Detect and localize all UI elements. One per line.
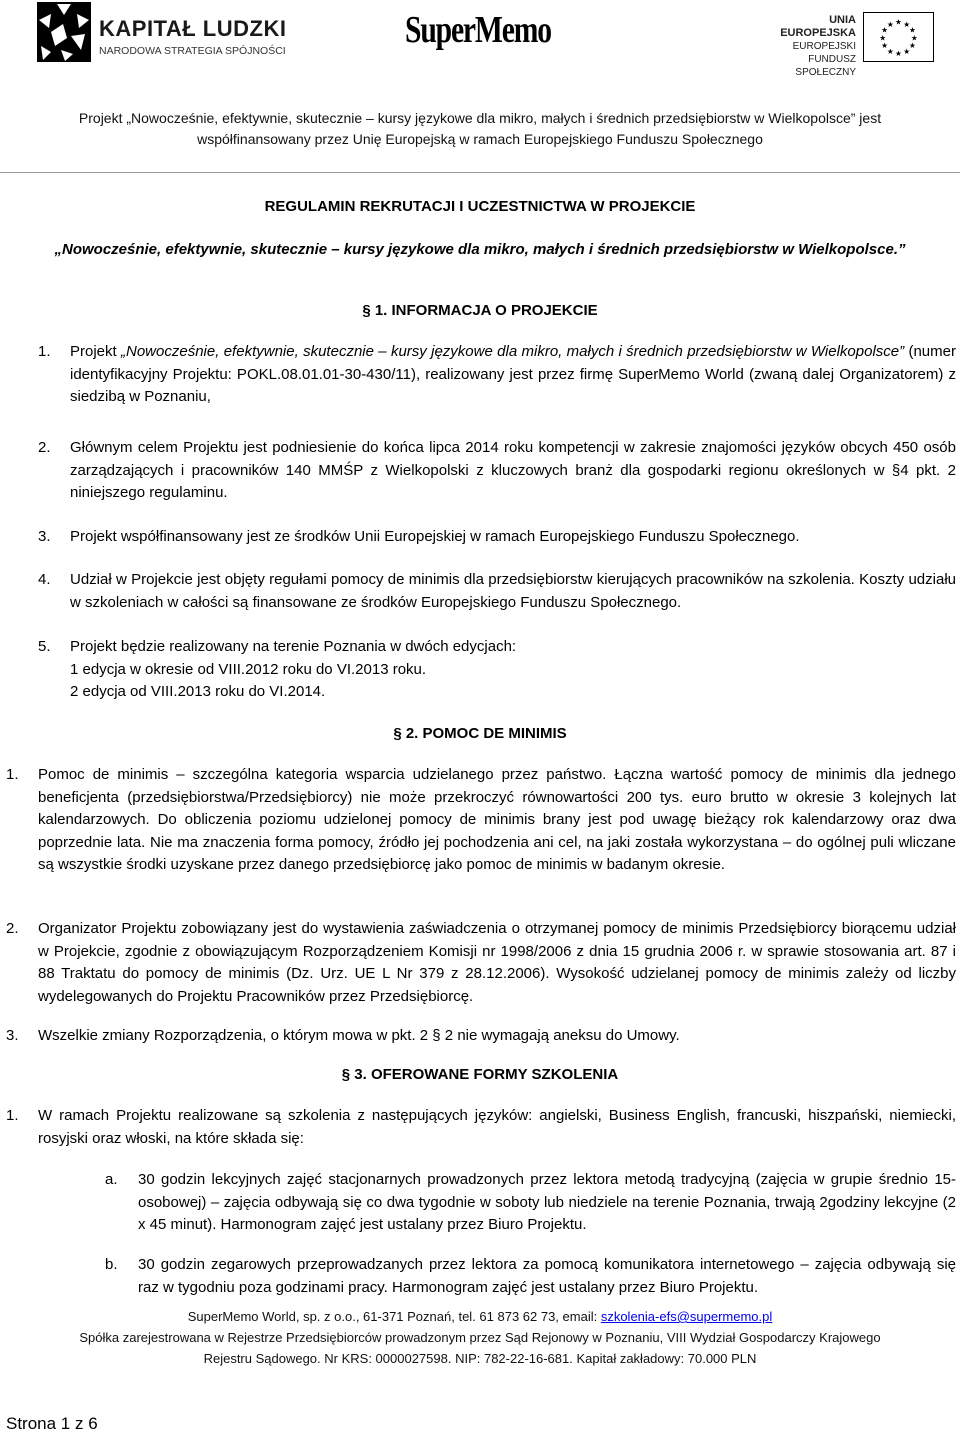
svg-text:★: ★ <box>903 19 911 29</box>
footer-line-2: Spółka zarejestrowana w Rejestrze Przedsiębiorców prowadzonym przez Sąd Rejonowy w Poznaniu, VIII Wydział Gospodarczy Krajowego <box>79 1330 881 1345</box>
s1-paragraph-2 <box>38 437 956 505</box>
s2-paragraph-2 <box>6 918 956 1008</box>
s2-p3-number: 3. <box>6 1027 19 1044</box>
footer-company: SuperMemo World, sp. z o.o., 61-371 Poznań, tel. 61 873 62 73, email: <box>187 1309 601 1324</box>
s3-p1-number: 1. <box>6 1107 19 1124</box>
svg-text:★: ★ <box>908 25 916 35</box>
svg-text:★: ★ <box>886 19 894 29</box>
svg-text:★: ★ <box>886 46 894 56</box>
svg-text:★: ★ <box>895 49 902 59</box>
eu-line2: EUROPEJSKI <box>792 41 856 52</box>
s2-p3-text: Wszelkie zmiany Rozporządzenia, o którym mowa w pkt. 2 § 2 nie wymagają aneksu do Umowy. <box>38 1027 680 1044</box>
eu-line1: UNIA EUROPEJSKA <box>780 14 856 39</box>
s1-p3-text: Projekt współfinansowany jest ze środków Unii Europejskiej w ramach Europejskiego Funduszu Społecznego. <box>70 528 800 545</box>
kapital-ludzki-title: KAPITAŁ LUDZKI <box>99 16 287 41</box>
s1-p1-text-b: (numer identyfikacyjny Projektu: POKL.08.01.01-30-430/11), realizowany jest przez firmę SuperMemo World (zwaną dalej Organizatorem) z siedzibą w Poznaniu, <box>70 343 956 405</box>
supermemo-logo: SuperMemo <box>405 9 551 51</box>
s1-p5-number: 5. <box>38 638 51 655</box>
section-3-heading: § 3. OFEROWANE FORMY SZKOLENIA <box>341 1066 619 1083</box>
s2-p2-text: Organizator Projektu zobowiązany jest do wystawienia zaświadczenia o otrzymanej pomocy de minimis Przedsiębiorcy biorącemu udział w Projekcie, zgodnie z obowiązującym Rozporządzeniem Komisji nr 1998/2006 z dnia 15 grudnia 2006 r. w sprawie stosowania art. 87 i 88 Traktatu do pomocy de minimis (Dz. Urz. UE L Nr 379 z 28.12.2006). Wysokość udzielanej pomocy de minimis zależy od liczby wydelegowanych do Projektu Pracowników przez Przedsiębiorcę. <box>38 920 956 1005</box>
s1-p5-line-1: Projekt będzie realizowany na terenie Poznania w dwóch edycjach: <box>70 638 517 655</box>
s2-p1-number: 1. <box>6 766 19 783</box>
s1-p4-text: Udział w Projekcie jest objęty regułami pomocy de minimis dla przedsiębiorstw kierujących pracowników na szkolenia. Koszty udziału w szkoleniach w całości są finansowane ze środków Europejskiego Funduszu Społecznego. <box>70 571 956 611</box>
header-logos <box>0 0 960 100</box>
s3-paragraph-1 <box>6 1105 956 1150</box>
s2-paragraph-3 <box>6 1025 956 1048</box>
project-line-1: Projekt „Nowocześnie, efektywnie, skutecznie – kursy językowe dla mikro, małych i średnich przedsiębiorstw w Wielkopolsce” jest <box>78 110 882 126</box>
s1-paragraph-3 <box>38 526 956 549</box>
kapital-ludzki-logo <box>37 2 287 62</box>
kapital-ludzki-emblem-icon <box>37 2 91 62</box>
document-subtitle: „Nowocześnie, efektywnie, skutecznie – kursy językowe dla mikro, małych i średnich przedsiębiorstw w Wielkopolsce.” <box>54 241 906 258</box>
svg-text:★: ★ <box>895 17 902 27</box>
s1-paragraph-4 <box>38 569 956 614</box>
footer-email-link[interactable]: szkolenia-efs@supermemo.pl <box>600 1309 773 1324</box>
s2-p2-number: 2. <box>6 920 19 937</box>
svg-text:★: ★ <box>881 25 889 35</box>
s1-p5-line-3: 2 edycja od VIII.2013 roku do VI.2014. <box>70 683 326 700</box>
s2-p1-text: Pomoc de minimis – szczególna kategoria wsparcia udzielanego przez państwo. Łączna wartość pomocy de minimis dla jednego beneficjenta (przedsiębiorstwa/Przedsiębiorcy) nie może przekroczyć równowartości 200 tys. euro brutto w okresie 3 kolejnych lat kalendarzowych. Do obliczenia poziomu udzielonej pomocy de minimis brany jest pod uwagę bieżący rok kalendarzowy oraz dwa poprzednie lata. Nie ma znaczenia forma pomocy, źródło jej pochodzenia ani cel, na jaki została wykorzystana – do ogólnej puli wliczane są wszystkie środki uzyskane przez danego przedsiębiorcę jako pomoc de minimis w badanym okresie. <box>38 766 956 873</box>
footer-line-3: Rejestru Sądowego. Nr KRS: 0000027598. NIP: 782-22-16-681. Kapitał zakładowy: 70.000 PLN <box>203 1351 757 1366</box>
eu-logo-text <box>760 14 856 79</box>
s1-p2-text: Głównym celem Projektu jest podniesienie do końca lipca 2014 roku kompetencji w zakresie znajomości języków obcych 450 osób zarządzających i pracowników 140 MMŚP z Wielkopolski z kluczowych branż dla gospodarki regionu określonych w §4 pkt. 2 niniejszego regulaminu. <box>70 439 956 501</box>
s3-item-a-text: 30 godzin lekcyjnych zajęć stacjonarnych prowadzonych przez lektora metodą tradycyjną (zajęcia w grupie średnio 15-osobowej) – zajęcia odbywają się co dwa tygodnie w soboty lub niedziele na terenie Poznania, trwają 2godziny lekcyjne (2 x 45 minut). Harmonogram zajęć jest ustalany przez Biuro Projektu. <box>138 1171 956 1233</box>
document-title: REGULAMIN REKRUTACJI I UCZESTNICTWA W PROJEKCIE <box>264 198 696 215</box>
section-2-heading: § 2. POMOC DE MINIMIS <box>393 725 567 742</box>
s1-paragraph-1 <box>38 341 956 409</box>
s3-p1-text: W ramach Projektu realizowane są szkolenia z następujących języków: angielski, Business English, francuski, hiszpański, niemiecki, rosyjski oraz włoski, na które składa się: <box>38 1107 956 1147</box>
eu-flag-icon <box>863 12 934 62</box>
eu-logo <box>760 12 935 78</box>
s1-p5-line-2: 1 edycja w okresie od VIII.2012 roku do VI.2013 roku. <box>70 660 427 678</box>
s1-paragraph-5 <box>38 636 956 704</box>
svg-text:★: ★ <box>879 33 887 43</box>
s1-p2-number: 2. <box>38 439 51 456</box>
page-number: Strona 1 z 6 <box>6 1414 98 1433</box>
header-divider <box>0 172 960 173</box>
svg-text:★: ★ <box>903 46 911 56</box>
kapital-ludzki-subtitle: NARODOWA STRATEGIA SPÓJNOŚCI <box>99 45 286 57</box>
svg-text:★: ★ <box>910 33 918 43</box>
s3-item-b-text: 30 godzin zegarowych przeprowadzanych przez lektora za pomocą komunikatora internetowego – zajęcia odbywają się raz w tygodniu poza godzinami pracy. Harmonogram zajęć jest ustalany przez Biuro Projektu. <box>138 1256 956 1296</box>
s1-p1-text-a: Projekt <box>70 343 122 360</box>
s3-item-a-letter: a. <box>105 1171 118 1188</box>
svg-text:★: ★ <box>881 41 889 51</box>
project-line-2: współfinansowany przez Unię Europejską w ramach Europejskiego Funduszu Społecznego <box>197 131 763 147</box>
section-1-heading: § 1. INFORMACJA O PROJEKCIE <box>362 302 598 319</box>
s1-p1-project-name: „Nowocześnie, efektywnie, skutecznie – kursy językowe dla mikro, małych i średnich przedsiębiorstw w Wielkopolsce” <box>121 343 905 360</box>
s1-p1-number: 1. <box>38 343 51 360</box>
eu-line3: FUNDUSZ SPOŁECZNY <box>795 54 856 78</box>
svg-text:★: ★ <box>908 41 916 51</box>
footer-line-1 <box>0 1309 960 1324</box>
s1-p3-number: 3. <box>38 528 51 545</box>
s1-p4-number: 4. <box>38 571 51 588</box>
s3-item-b-letter: b. <box>105 1256 118 1273</box>
s2-paragraph-1 <box>6 764 956 877</box>
s3-item-a <box>105 1169 956 1237</box>
s3-item-b <box>105 1254 956 1299</box>
